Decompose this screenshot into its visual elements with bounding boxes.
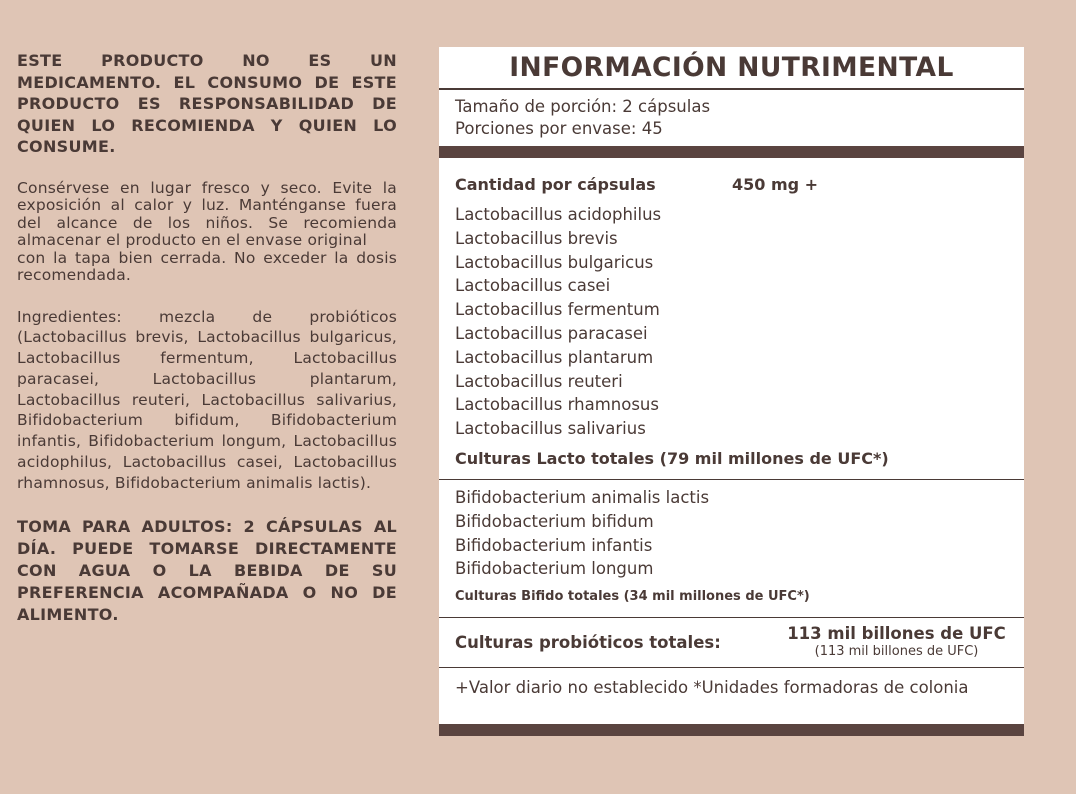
- storage-text-part-2: con la tapa bien cerrada. No exceder la dosis recomendada.: [17, 248, 397, 284]
- storage-text: [17, 180, 397, 285]
- warning-text: ESTE PRODUCTO NO ES UN MEDICAMENTO. EL CONSUMO DE ESTE PRODUCTO ES RESPONSABILIDAD DE QUIEN LO RECOMIENDA Y QUIEN LO CONSUME.: [17, 51, 397, 156]
- storage-text-part-1: Consérvese en lugar fresco y seco. Evite la exposición al calor y luz. Manténganse fuera del alcance de los niños. Se recomienda almacenar el producto en el envase original: [17, 178, 397, 249]
- list-item: Lactobacillus reuteri: [455, 371, 623, 391]
- serving-info: [439, 90, 1024, 146]
- list-item: Bifidobacterium longum: [455, 559, 654, 579]
- list-item: Lactobacillus brevis: [455, 228, 618, 248]
- left-text-column: [17, 50, 397, 626]
- amount-row: [439, 158, 1024, 196]
- list-item: Lactobacillus bulgaricus: [455, 252, 654, 272]
- servings-per-container: Porciones por envase: 45: [455, 119, 663, 138]
- bifido-list: [439, 480, 1024, 581]
- amount-label: Cantidad por cápsulas: [455, 175, 656, 194]
- nutrition-panel: [439, 47, 1024, 736]
- footnote: +Valor diario no establecido *Unidades formadoras de colonia: [455, 678, 969, 698]
- thick-divider: [439, 146, 1024, 158]
- list-item: Bifidobacterium infantis: [455, 535, 653, 555]
- list-item: Lactobacillus casei: [455, 276, 611, 296]
- bifido-total: Culturas Bifido totales (34 mil millones de UFC*): [455, 589, 810, 605]
- amount-value: 450 mg +: [732, 175, 819, 194]
- lacto-list: [439, 196, 1024, 441]
- list-item: Lactobacillus plantarum: [455, 347, 654, 367]
- serving-size: Tamaño de porción: 2 cápsulas: [455, 97, 711, 116]
- ingredients-text: Ingredientes: mezcla de probióticos (Lactobacillus brevis, Lactobacillus bulgaricus, Lactobacillus fermentum, Lactobacillus paracasei, Lactobacillus plantarum, Lactobacillus reuteri, Lactobacillus salivarius, Bifidobacterium bifidum, Bifidobacterium infantis, Bifidobacterium longum, Lactobacillus acidophilus, Lactobacillus casei, Lactobacillus rhamnosus, Bifidobacterium animalis lactis).: [17, 307, 397, 492]
- list-item: Bifidobacterium bifidum: [455, 511, 654, 531]
- bottom-bar: [439, 724, 1024, 736]
- list-item: Lactobacillus salivarius: [455, 419, 646, 439]
- dosage-text: TOMA PARA ADULTOS: 2 CÁPSULAS AL DÍA. PUEDE TOMARSE DIRECTAMENTE CON AGUA O LA BEBIDA DE SU PREFERENCIA ACOMPAÑADA O NO DE ALIMENTO.: [17, 516, 397, 624]
- list-item: Lactobacillus rhamnosus: [455, 395, 659, 415]
- panel-title: INFORMACIÓN NUTRIMENTAL: [509, 52, 954, 83]
- list-item: Lactobacillus acidophilus: [455, 205, 662, 224]
- probiotic-total-values: [785, 624, 1008, 660]
- probiotic-total-label: Culturas probióticos totales:: [455, 632, 721, 652]
- probiotic-total-value: 113 mil billones de UFC: [787, 624, 1006, 644]
- probiotic-total-sub: (113 mil billones de UFC): [814, 644, 979, 660]
- list-item: Bifidobacterium animalis lactis: [455, 487, 710, 507]
- lacto-total: Culturas Lacto totales (79 mil millones de UFC*): [455, 448, 889, 468]
- list-item: Lactobacillus fermentum: [455, 300, 660, 320]
- probiotic-total-row: [439, 618, 1024, 667]
- list-item: Lactobacillus paracasei: [455, 323, 648, 343]
